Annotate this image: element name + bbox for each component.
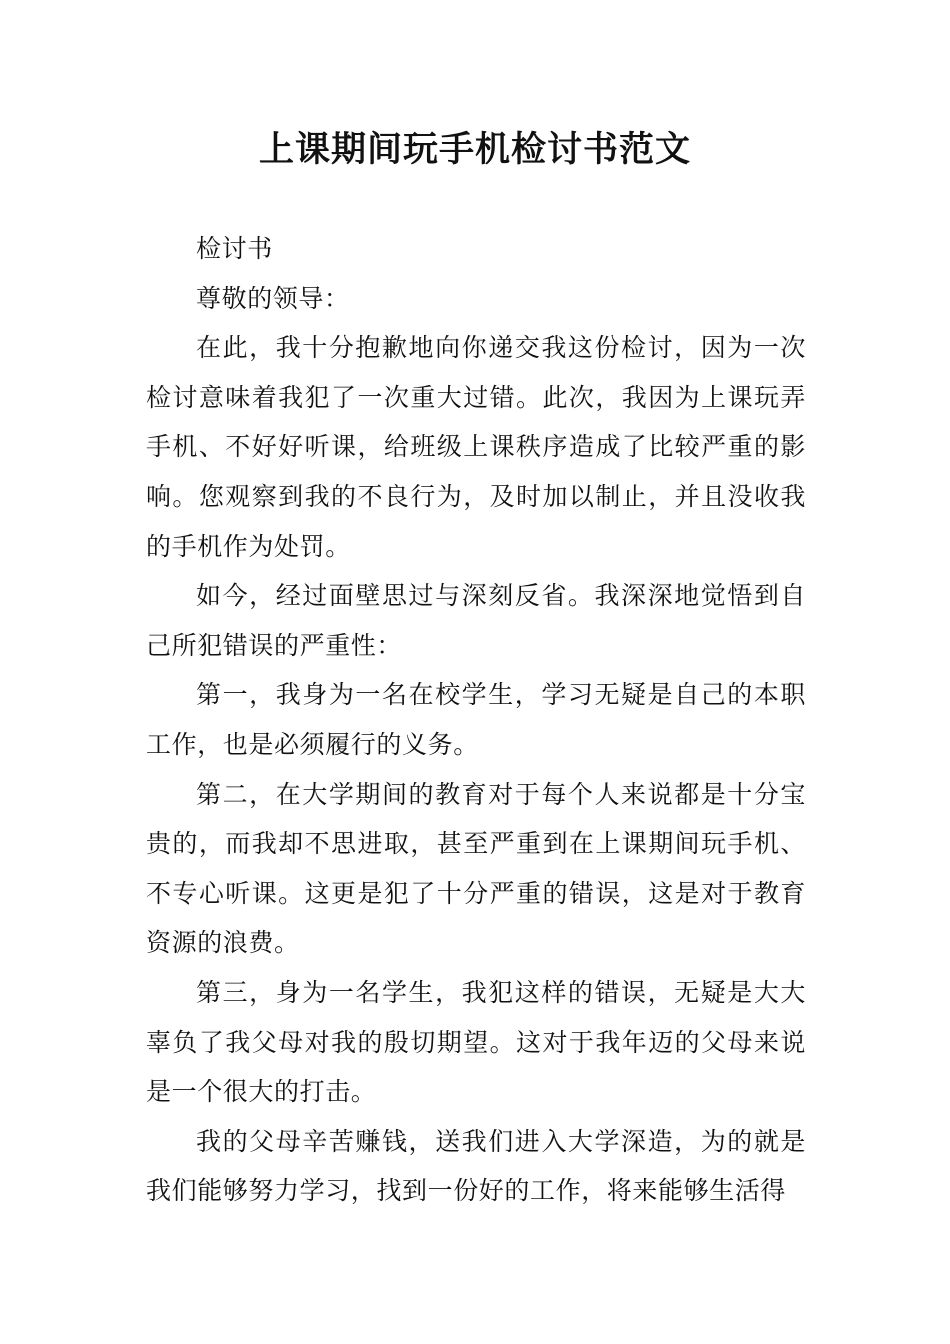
paragraph: 第三，身为一名学生，我犯这样的错误，无疑是大大辜负了我父母对我的殷切期望。这对于我年迈的父母来说是一个很大的打击。 xyxy=(146,977,806,1107)
paragraph: 在此，我十分抱歉地向你递交我这份检讨，因为一次检讨意味着我犯了一次重大过错。此次，我因为上课玩弄手机、不好好听课，给班级上课秩序造成了比较严重的影响。您观察到我的不良行为，及时加以制止，并且没收我的手机作为处罚。 xyxy=(146,333,806,561)
salutation: 尊敬的领导： xyxy=(196,283,350,313)
heading-label: 检讨书 xyxy=(196,234,273,263)
paragraph: 如今，经过面壁思过与深刻反省。我深深地觉悟到自己所犯错误的严重性： xyxy=(146,581,806,660)
document-body xyxy=(146,224,806,1216)
document-title: 上课期间玩手机检讨书范文 xyxy=(258,130,691,170)
paragraph: 我的父母辛苦赚钱，送我们进入大学深造，为的就是我们能够努力学习，找到一份好的工作，将来能够生活得 xyxy=(146,1126,806,1206)
paragraph: 第二，在大学期间的教育对于每个人来说都是十分宝贵的，而我却不思进取，甚至严重到在上课期间玩手机、不专心听课。这更是犯了十分严重的错误，这是对于教育资源的浪费。 xyxy=(146,779,806,958)
paragraph: 第一，我身为一名在校学生，学习无疑是自己的本职工作，也是必须履行的义务。 xyxy=(146,680,806,759)
